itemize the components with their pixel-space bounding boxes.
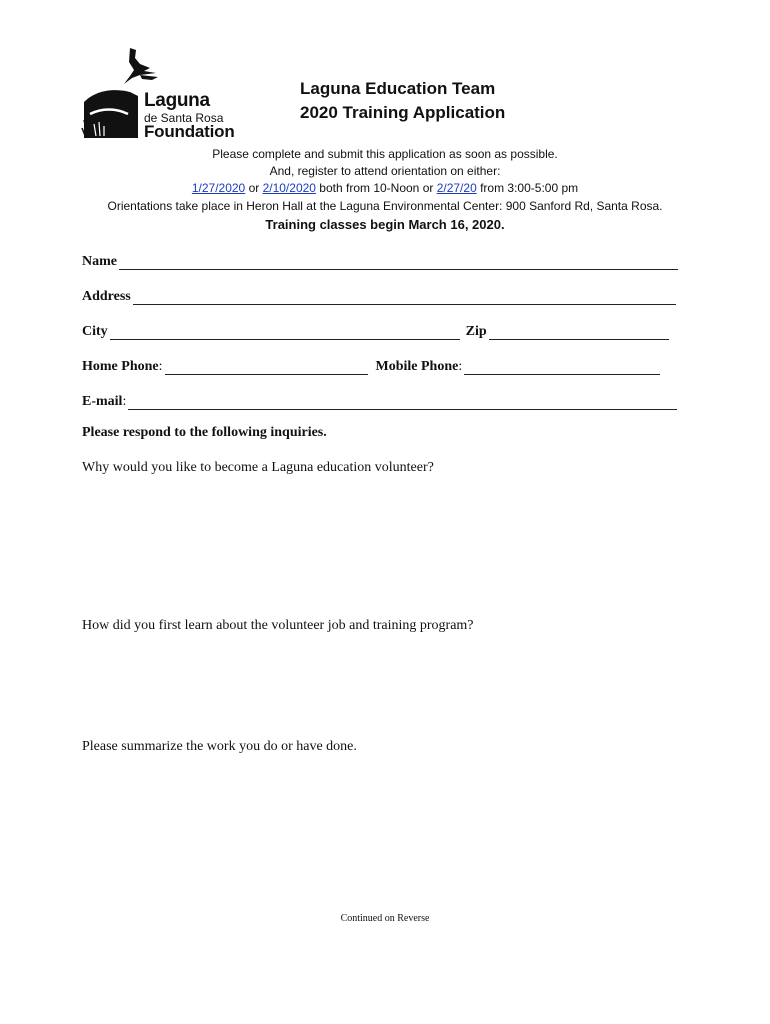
email-colon: : [122, 394, 127, 409]
intro-line-2: And, register to attend orientation on either: [269, 164, 501, 178]
mobile-phone-label: Mobile Phone [375, 359, 459, 374]
continued-note: Continued on Reverse [340, 913, 430, 924]
city-label: City [82, 324, 108, 339]
title-line-2: 2020 Training Application [300, 103, 506, 122]
mobile-phone-colon: : [458, 359, 463, 374]
intro-or-text: or [245, 181, 263, 195]
page-title [300, 77, 505, 125]
address-label: Address [82, 289, 131, 304]
mobile-phone-line[interactable] [464, 362, 660, 375]
intro-time-tail: from 3:00-5:00 pm [476, 181, 579, 195]
name-line[interactable] [119, 257, 678, 270]
foundation-logo [80, 44, 246, 140]
zip-label: Zip [465, 324, 487, 339]
intro-location: Orientations take place in Heron Hall at the Laguna Environmental Center: 900 Sanford Rd, Santa Rosa. [107, 199, 663, 213]
intro-time-text: both from 10-Noon or [315, 181, 437, 195]
orientation-date-link-2[interactable]: 2/10/2020 [262, 181, 316, 195]
city-zip-field[interactable] [82, 320, 669, 340]
email-label: E-mail [82, 394, 123, 409]
home-phone-colon: : [158, 359, 163, 374]
intro-line-1: Please complete and submit this application as soon as possible. [212, 147, 558, 161]
question-why-volunteer: Why would you like to become a Laguna education volunteer? [82, 460, 434, 475]
address-line[interactable] [133, 292, 676, 305]
email-field[interactable] [82, 390, 677, 410]
logo-text-laguna: Laguna [144, 90, 210, 111]
phone-field[interactable] [82, 355, 660, 375]
orientation-date-link-3[interactable]: 2/27/20 [436, 181, 477, 195]
name-field[interactable] [82, 250, 678, 270]
home-phone-label: Home Phone [82, 359, 159, 374]
zip-line[interactable] [489, 327, 669, 340]
intro-dates-line [0, 181, 770, 195]
logo-text-santa-rosa: de Santa Rosa [144, 111, 224, 125]
question-work-summary: Please summarize the work you do or have done. [82, 739, 357, 754]
city-line[interactable] [110, 327, 460, 340]
orientation-date-link-1[interactable]: 1/27/2020 [191, 181, 246, 195]
name-label: Name [82, 254, 117, 269]
classes-start-note: Training classes begin March 16, 2020. [265, 217, 505, 232]
inquiries-heading: Please respond to the following inquiries. [82, 425, 327, 440]
home-phone-line[interactable] [165, 362, 368, 375]
logo-text-foundation: Foundation [144, 122, 235, 141]
email-line[interactable] [128, 397, 677, 410]
address-field[interactable] [82, 285, 676, 305]
title-line-1: Laguna Education Team [300, 79, 496, 98]
question-how-learned: How did you first learn about the volunteer job and training program? [82, 618, 474, 633]
